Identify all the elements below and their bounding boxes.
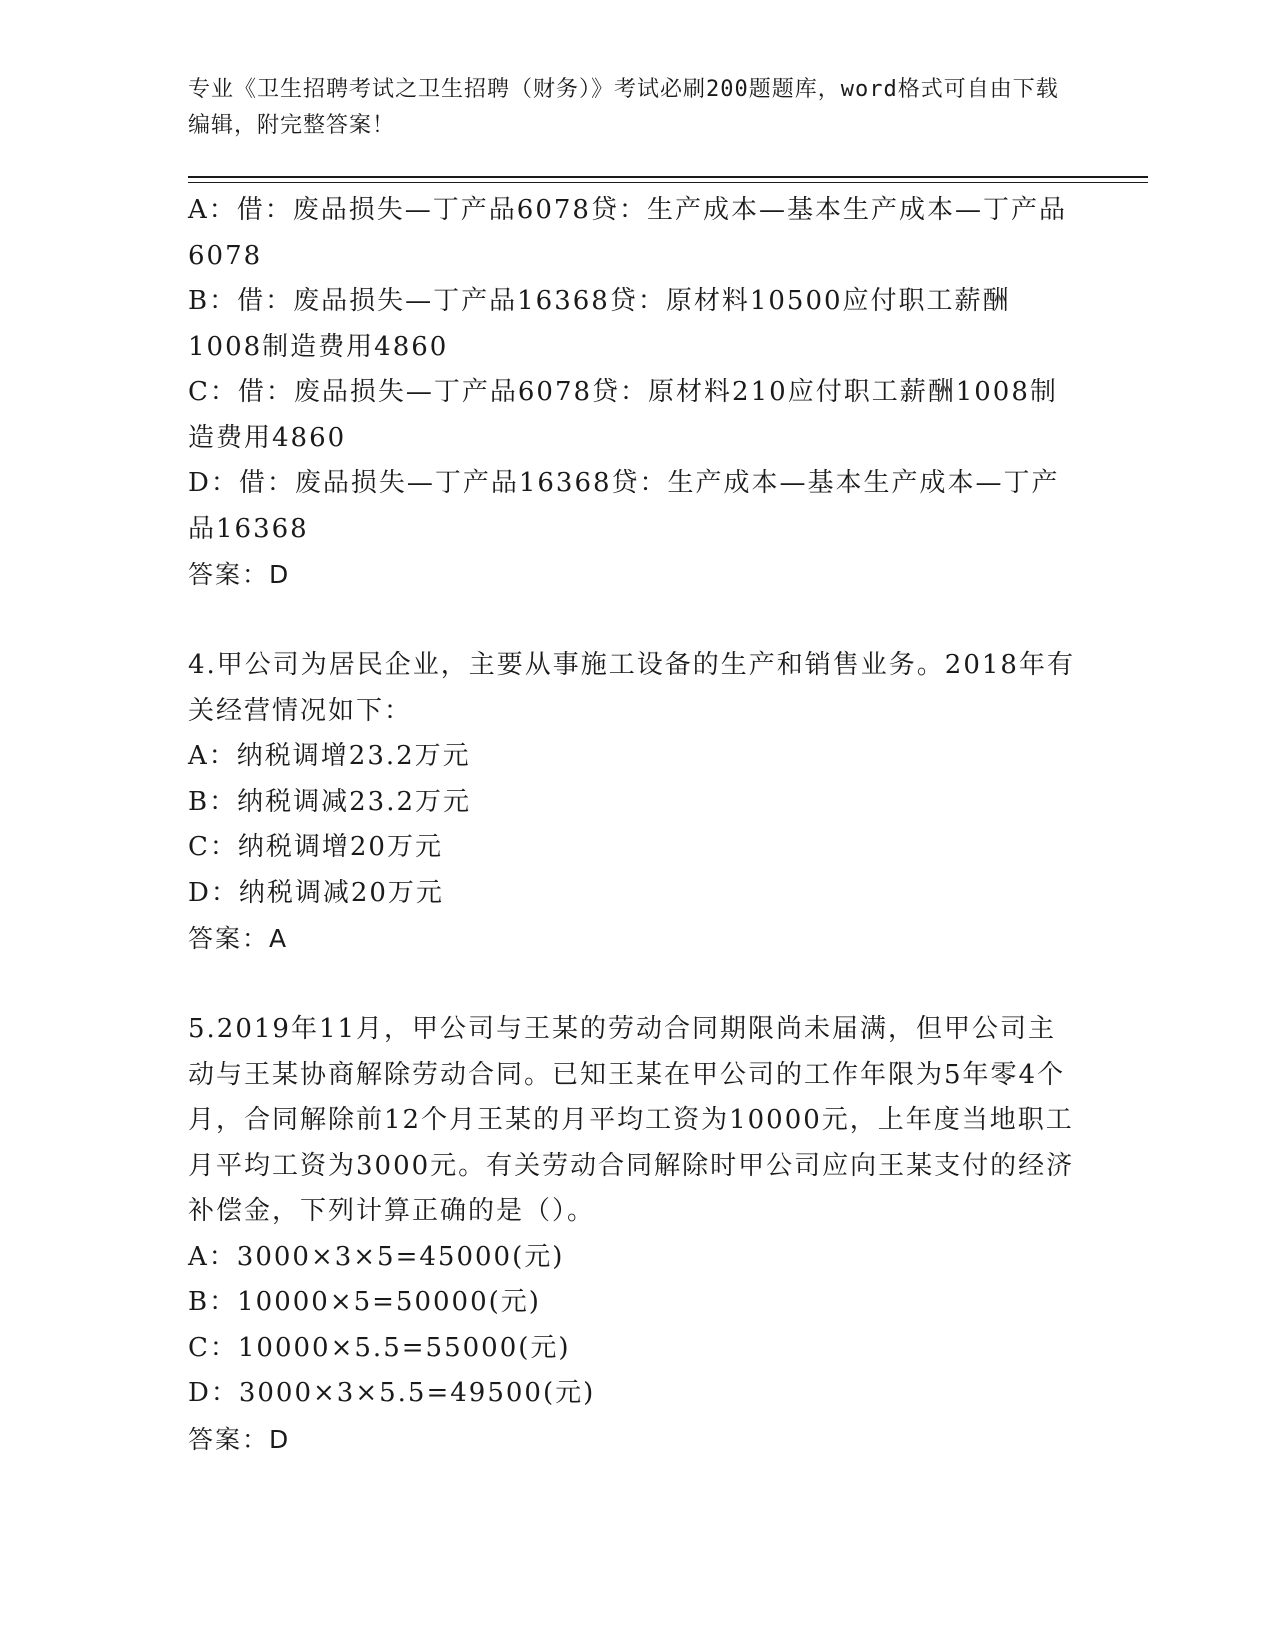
document-header: 专业《卫生招聘考试之卫生招聘（财务）》考试必刷200题题库，word格式可自由下载编辑，附完整答案！ xyxy=(188,77,1059,138)
q4-text: 4.甲公司为居民企业，主要从事施工设备的生产和销售业务。2018年有关经营情况如下： xyxy=(188,650,1075,726)
q3-option-c: C：借：废品损失—丁产品6078贷：原材料210应付职工薪酬1008制造费用4860 xyxy=(188,377,1058,453)
q5-text: 5.2019年11月，甲公司与王某的劳动合同期限尚未届满，但甲公司主动与王某协商解除劳动合同。已知王某在甲公司的工作年限为5年零4个月，合同解除前12个月王某的月平均工资为10000元，上年度当地职工月平均工资为3000元。有关劳动合同解除时甲公司应向王某支付的经济补偿金，下列计算正确的是（）。 xyxy=(188,1014,1075,1226)
q4-answer: 答案：A xyxy=(188,924,289,953)
q5-option-c: C：10000×5.5=55000(元) xyxy=(188,1332,571,1363)
spacer xyxy=(188,962,1078,1008)
q3-option-b: B：借：废品损失—丁产品16368贷：原材料10500应付职工薪酬1008制造费用4860 xyxy=(188,286,1011,362)
q4-option-d: D：纳税调减20万元 xyxy=(188,877,444,908)
q4-option-c: C：纳税调增20万元 xyxy=(188,832,443,862)
q4-option-b: B：纳税调减23.2万元 xyxy=(188,786,471,817)
q3-option-a: A：借：废品损失—丁产品6078贷：生产成本—基本生产成本—丁产品6078 xyxy=(188,195,1067,271)
q5-option-a: A：3000×3×5=45000(元) xyxy=(188,1241,565,1272)
q5-option-d: D：3000×3×5.5=49500(元) xyxy=(188,1378,596,1408)
q3-option-d: D：借：废品损失—丁产品16368贷：生产成本—基本生产成本—丁产品16368 xyxy=(188,468,1060,544)
q3-answer: 答案：D xyxy=(188,560,291,589)
spacer xyxy=(188,598,1078,644)
header-rule-thick xyxy=(188,176,1148,178)
q5-answer: 答案：D xyxy=(188,1424,291,1454)
q5-option-b: B：10000×5=50000(元) xyxy=(188,1287,541,1317)
q4-option-a: A：纳税调增23.2万元 xyxy=(188,741,471,771)
header-rule-thin xyxy=(188,182,1148,183)
question-content xyxy=(188,188,1078,1462)
